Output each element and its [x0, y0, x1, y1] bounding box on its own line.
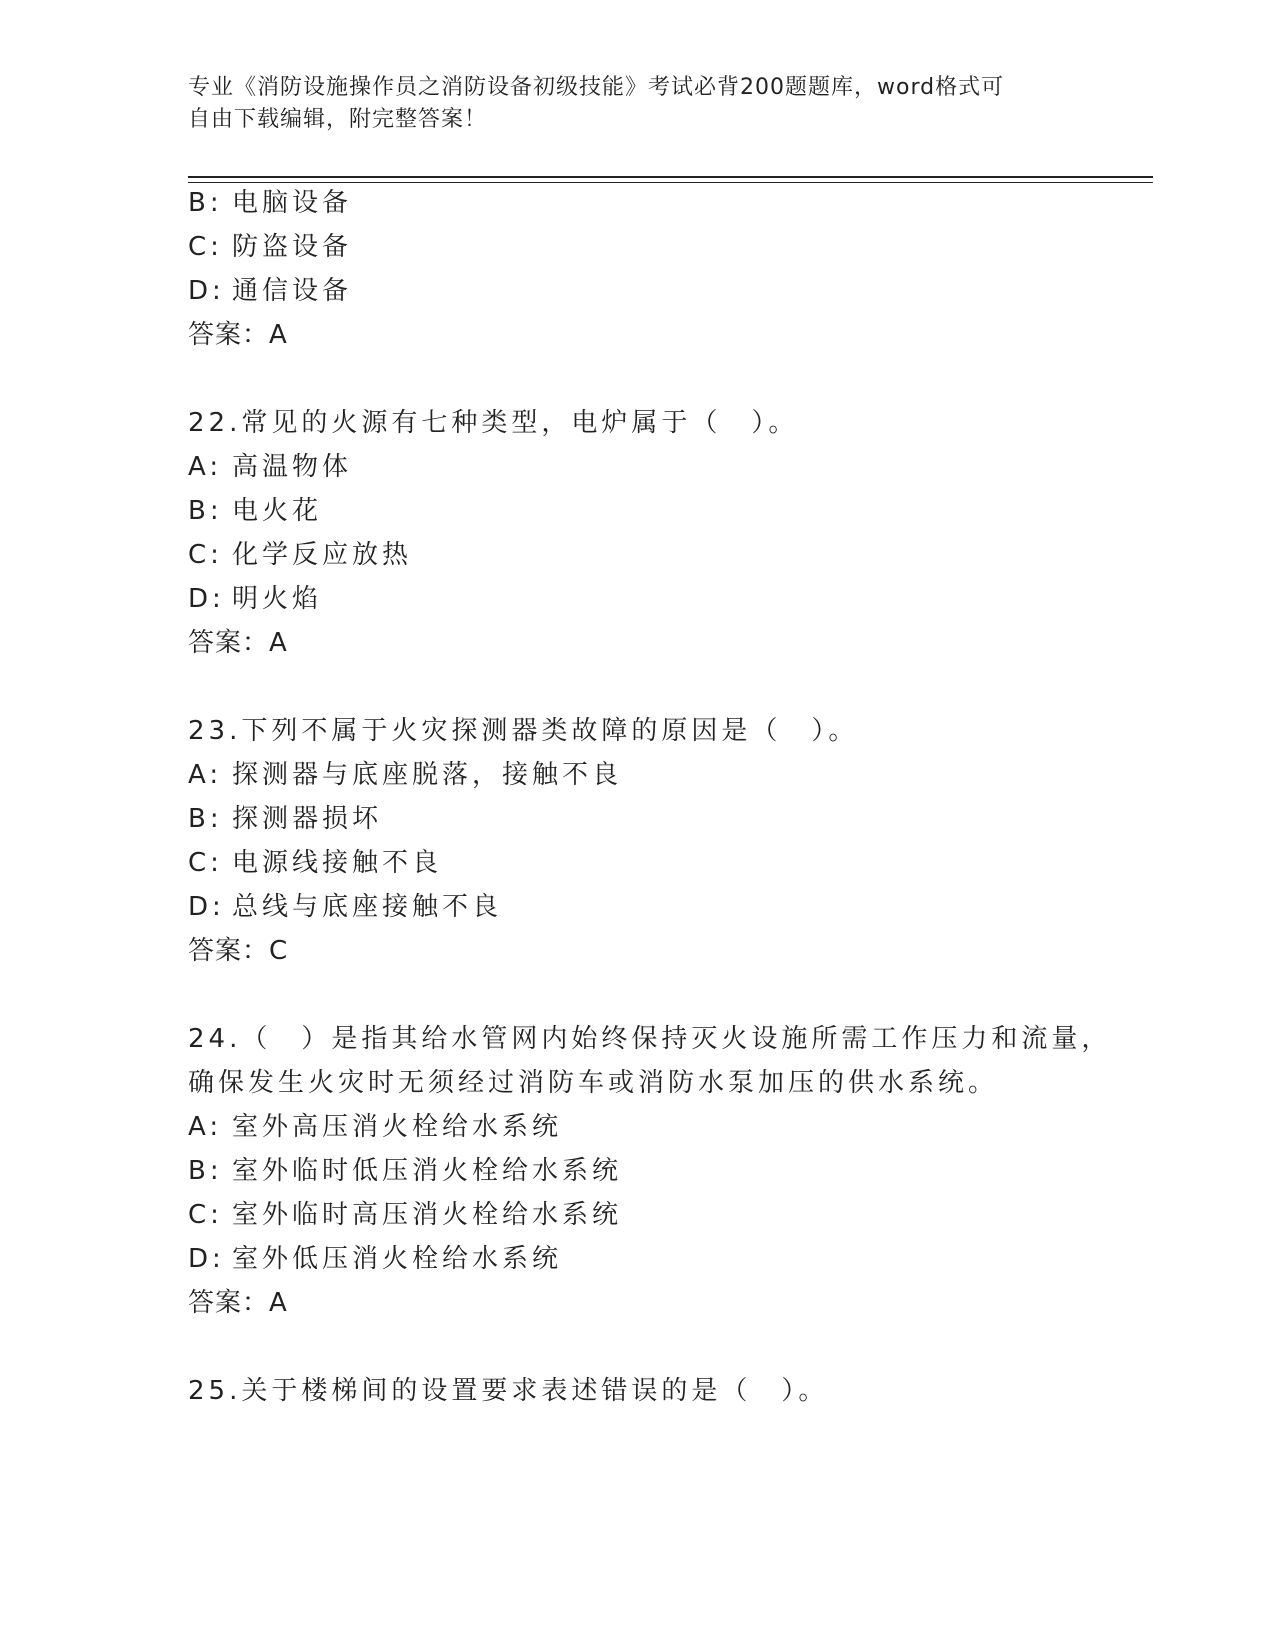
option-text: 电源线接触不良	[232, 848, 443, 878]
option-letter: C:	[188, 848, 223, 878]
option-line	[188, 846, 442, 880]
answer-line: 答案：C	[188, 936, 289, 966]
option-line	[188, 802, 382, 836]
option-line	[188, 758, 622, 792]
answer-line: 答案：A	[188, 320, 288, 350]
option-text: 防盗设备	[232, 232, 353, 262]
header-line-1: 专业《消防设施操作员之消防设备初级技能》考试必背200题题库，word格式可	[188, 75, 1005, 100]
option-text: 化学反应放热	[232, 540, 413, 570]
option-letter: C:	[188, 540, 223, 570]
option-line	[188, 1110, 562, 1144]
question-stem: 24.（ ）是指其给水管网内始终保持灭火设施所需工作压力和流量，	[188, 1024, 1112, 1054]
option-letter: D:	[188, 1244, 225, 1274]
option-letter: A:	[188, 452, 223, 482]
document-header	[188, 72, 1088, 136]
answer-line: 答案：A	[188, 1288, 288, 1318]
option-text: 通信设备	[232, 276, 353, 306]
question-stem-continued: 确保发生火灾时无须经过消防车或消防水泵加压的供水系统。	[188, 1068, 999, 1098]
option-letter: B:	[188, 188, 223, 218]
option-letter: C:	[188, 232, 223, 262]
option-text: 总线与底座接触不良	[232, 892, 503, 922]
option-text: 电脑设备	[232, 188, 353, 218]
option-letter: A:	[188, 760, 223, 790]
option-text: 明火焰	[232, 584, 323, 614]
option-line	[188, 494, 322, 528]
option-text: 室外临时低压消火栓给水系统	[232, 1156, 623, 1186]
question-stem: 22.常见的火源有七种类型，电炉属于（ ）。	[188, 408, 799, 438]
option-line	[188, 1242, 562, 1276]
option-text: 高温物体	[232, 452, 353, 482]
header-rule-thick	[188, 176, 1153, 178]
option-letter: B:	[188, 1156, 223, 1186]
option-text: 探测器与底座脱落，接触不良	[232, 760, 623, 790]
question-stem: 23.下列不属于火灾探测器类故障的原因是（ ）。	[188, 716, 859, 746]
header-rule-thin	[188, 182, 1153, 183]
option-letter: D:	[188, 276, 225, 306]
answer-line: 答案：A	[188, 628, 288, 658]
option-line	[188, 450, 352, 484]
option-letter: B:	[188, 804, 223, 834]
option-text: 室外高压消火栓给水系统	[232, 1112, 563, 1142]
question-stem: 25.关于楼梯间的设置要求表述错误的是（ ）。	[188, 1376, 829, 1406]
option-line	[188, 538, 412, 572]
option-letter: B:	[188, 496, 223, 526]
option-line	[188, 274, 352, 308]
option-line	[188, 230, 352, 264]
option-letter: D:	[188, 584, 225, 614]
option-text: 探测器损坏	[232, 804, 383, 834]
option-letter: A:	[188, 1112, 223, 1142]
option-line	[188, 582, 322, 616]
option-letter: D:	[188, 892, 225, 922]
option-letter: C:	[188, 1200, 223, 1230]
header-line-2: 自由下载编辑，附完整答案！	[188, 107, 488, 132]
option-text: 室外低压消火栓给水系统	[232, 1244, 563, 1274]
option-line	[188, 186, 352, 220]
option-text: 电火花	[232, 496, 323, 526]
option-line	[188, 1198, 622, 1232]
option-line	[188, 890, 502, 924]
option-line	[188, 1154, 622, 1188]
option-text: 室外临时高压消火栓给水系统	[232, 1200, 623, 1230]
